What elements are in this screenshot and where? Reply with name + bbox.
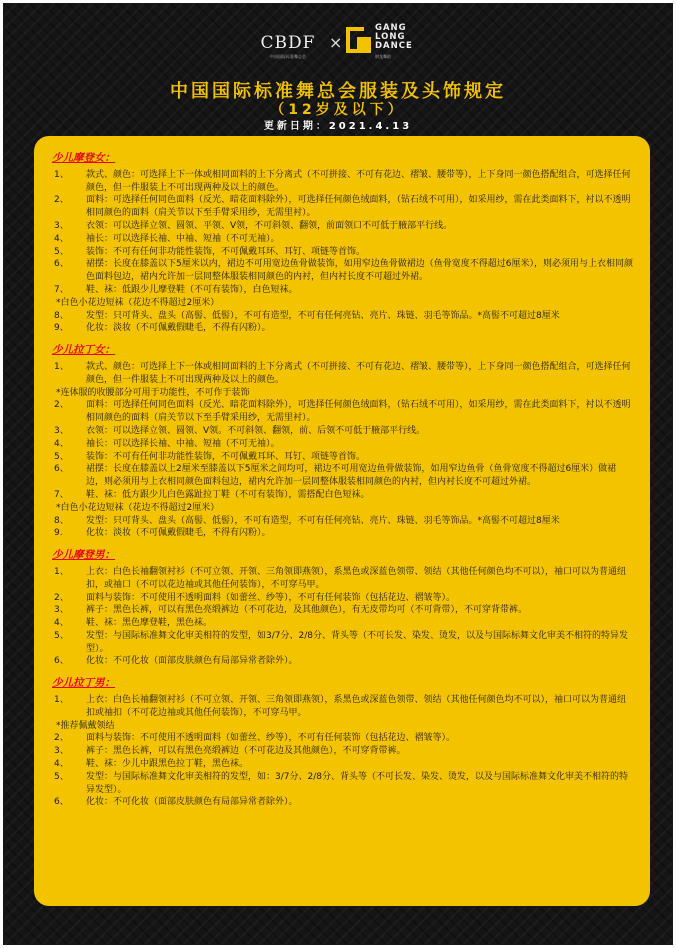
rule-text: 化妆：不可化妆（面部皮肤颜色有局部异常者除外）。 [86, 656, 298, 667]
rules-content [34, 136, 650, 809]
rule-text: 发型：与国际标准舞文化审美相符的发型，如：3/7分、2/8分、背头等（不可长发、染发、烫发，以及与国际标准舞文化审美不相符的特异发型）。 [86, 771, 628, 795]
rule-text: 款式、颜色：可选择上下一体或相同面料的上下分离式（不可拼接、不可有花边、褶皱、腰带等），上下身同一颜色搭配组合，可选择任何颜色，但一件服装上不可出现两种及以上的颜色。 [86, 169, 631, 193]
rule-number: 3、 [54, 746, 69, 757]
rule-text: 袖长：可以选择长袖、中袖、短袖（不可无袖）。 [86, 438, 280, 449]
logo-bar [3, 19, 673, 67]
rule-text: 裙摆：长度在膝盖以上2厘米至膝盖以下5厘米之间均可，裙边不可用宽边鱼骨做装饰，如用窄边鱼骨（鱼骨宽度不得超过6厘米）做裙边，则必须用与上衣相同颜色面料包边，裙内允许加一层同整体服装相同颜色的内衬，但内衬长度不可超过外裙。 [86, 464, 617, 488]
rule-text: 鞋、袜：少儿中跟黑色拉丁鞋，黑色袜。 [86, 759, 249, 770]
rule-text: 上衣：白色长袖翻领衬衫（不可立领、开领、三角领即燕领），系黑色或深蓝色领带、领结（其他任何颜色均不可以），袖口可以为普通纽扣，或袖口（不可以花边袖或其他任何装饰），不可穿马甲。 [86, 566, 627, 590]
rule-number: 8、 [54, 515, 69, 526]
rule-number: 8、 [54, 310, 69, 321]
rule-item [52, 246, 634, 259]
rule-text: 面料与装饰：不可使用不透明面料（如蕾丝、纱等），不可有任何装饰（包括花边、褶皱等）。 [86, 733, 456, 744]
rule-number: 9、 [54, 323, 69, 334]
ganglong-logo-text [375, 24, 413, 51]
rule-text: 装饰：不可有任何非功能性装饰，不可佩戴耳环、耳钉、项链等首饰。 [86, 246, 366, 257]
rule-number: 5、 [54, 771, 69, 782]
rule-item [52, 310, 634, 323]
rule-text: 袖长：可以选择长袖、中袖、短袖（不可无袖）。 [86, 233, 280, 244]
rule-text: 发型：与国际标准舞文化审美相符的发型，如3/7分、2/8分、背头等（不可长发、染发、烫发，以及与国际标舞文化审美不相符的特异发型）。 [86, 630, 628, 654]
rule-number: 2、 [54, 592, 69, 603]
rule-number: 3、 [54, 220, 69, 231]
section-title: 少儿摩登女： [52, 152, 115, 164]
rule-number: 2、 [54, 733, 69, 744]
rule-item [52, 758, 634, 771]
rule-number: 6、 [54, 259, 69, 270]
cbdf-logo-subtext: 中国国际标准舞总会 [270, 54, 306, 59]
bottom-strip [3, 919, 673, 945]
rule-number: 5、 [54, 246, 69, 257]
rule-text: 上衣：白色长袖翻领衬衫（不可立领、开领、三角领即燕领），系黑色或深蓝色领带、领结（其他任何颜色均不可以），袖口可以为普通纽扣或袖扣（不可花边袖或其他任何装饰），不可穿马甲。 [86, 695, 627, 718]
rule-item [52, 796, 634, 809]
rule-text: 发型：只可背头、盘头（高髻、低髻），不可有造型，不可有任何亮钻、亮片、珠链、羽毛等饰品。*高髻不可超过8厘米 [86, 515, 560, 526]
rule-item [52, 451, 634, 464]
rule-text: 鞋、袜：低方跟少儿白色露趾拉丁鞋（不可有装饰），需搭配白色短袜。 [86, 489, 370, 500]
rule-number: 4、 [54, 618, 69, 629]
rule-number: 1、 [54, 169, 69, 180]
rule-number: 1、 [54, 361, 69, 372]
page-title: 中国国际标准舞总会服装及头饰规定 [170, 81, 506, 102]
rule-number: 1、 [54, 566, 69, 577]
rule-text: 化妆：淡妆（不可佩戴假睫毛，不得有闪粉）。 [86, 528, 271, 539]
rule-item [52, 438, 634, 451]
rule-item [52, 489, 634, 502]
rule-item [52, 233, 634, 246]
rules-card [34, 136, 650, 906]
rule-item [52, 220, 634, 233]
rule-text: 面料：可选择任何同色面料（反光、暗花面料除外），可选择任何颜色绒面料，（钻石绒不可用），如采用纱，需在此类面料下，衬以不透明相同颜色的面料（肩关节以下至手臂采用纱，无需里衬）。 [86, 400, 631, 424]
cbdf-logo: CBDF [260, 33, 316, 53]
rule-item [52, 604, 634, 617]
rule-number: 6、 [54, 464, 69, 475]
section-title: 少儿拉丁男： [52, 677, 115, 690]
rule-text: 化妆：不可化妆（面部皮肤颜色有局部异常者除外）。 [86, 797, 298, 808]
rule-item [52, 399, 634, 425]
rule-text: 面料：可选择任何同色面料（反光、暗花面料除外），可选择任何颜色绒面料，（钻石绒不可用），如采用纱，需在此类面料下，衬以不透明相同颜色的面料（肩关节以下至手臂采用纱，无需里衬）。 [86, 195, 631, 219]
section-title: 少儿摩登男： [52, 549, 115, 562]
rule-text: 衣领：可以选择立领、圆领、V领。不可斜领、翻领，前、后领不可低于腋部平行线。 [86, 425, 426, 436]
ganglong-logo-line: GANG [375, 23, 407, 33]
rule-text: 裤子：黑色长裤，可以有黑色亮缎裤边（不可花边及其他颜色），不可穿背带裤。 [86, 746, 406, 757]
rule-item [52, 258, 634, 284]
rule-item [52, 515, 634, 528]
rule-text: 鞋、袜：黑色摩登鞋，黑色袜。 [86, 618, 213, 629]
rule-item [52, 655, 634, 668]
rule-item [52, 630, 634, 656]
rule-number: 4、 [54, 438, 69, 449]
rule-number: 3、 [54, 605, 69, 616]
rule-item [52, 745, 634, 758]
rule-text: 发型：只可背头、盘头（高髻、低髻），不可有造型，不可有任何亮钻、亮片、珠链、羽毛等饰品。*高髻不可超过8厘米 [86, 310, 560, 321]
rule-item [52, 463, 634, 489]
rule-note: *推荐佩戴领结 [56, 720, 115, 731]
rule-number: 3、 [54, 425, 69, 436]
poster-background [3, 3, 673, 945]
rule-item [52, 732, 634, 745]
rule-number: 9. [54, 528, 63, 539]
rule-text: 面料与装饰：不可使用不透明面料（如蕾丝、纱等），不可有任何装饰（包括花边、褶皱等）。 [86, 592, 456, 603]
rule-text: 化妆：淡妆（不可佩戴假睫毛，不得有闪粉）。 [86, 323, 271, 334]
rule-text: 款式、颜色：可选择上下一体或相同面料的上下分离式（不可拼接、不可有花边、褶皱、腰带等），上下身同一颜色搭配组合，可选择任何颜色，但一件服装上不可出现两种及以上的颜色。 [86, 361, 631, 385]
rule-item [52, 527, 634, 540]
update-date: 更新日期：2021.4.13 [263, 121, 413, 132]
ganglong-logo-line: DANCE [375, 41, 413, 51]
rule-number: 5、 [54, 451, 69, 462]
rule-text: 裤子：黑色长裤，可以有黑色亮缎裤边（不可花边，及其他颜色），有无皮带均可（不可背带），不可穿背带裤。 [86, 605, 528, 616]
ganglong-logo-subtext: 钢龙舞蹈 [375, 54, 391, 59]
rule-item [52, 425, 634, 438]
page-subtitle: （12岁及以下） [270, 102, 406, 118]
rule-number: 2、 [54, 195, 69, 206]
rule-item [52, 566, 634, 592]
rule-item [52, 617, 634, 630]
rule-item [52, 771, 634, 797]
rule-note: *白色小花边短袜（花边不得超过2厘米） [56, 297, 220, 308]
rule-item [52, 592, 634, 605]
logo-separator: × [329, 33, 343, 52]
rule-text: 裙摆：长度在膝盖以下5厘米以内，裙边不可用宽边鱼骨做装饰，如用窄边鱼骨做裙边（鱼骨宽度不得超过6厘米），则必须用与上衣相同颜色面料包边，裙内允许加一层同整体服装相同颜色的内衬，但内衬长度不可超过外裙。 [86, 259, 633, 283]
rule-text: 衣领：可以选择立领、圆领、平领、V领，不可斜领、翻领，前面领口不可低于腋部平行线。 [86, 220, 453, 231]
rule-item [52, 169, 634, 195]
rule-item [52, 361, 634, 387]
rule-text: 鞋、袜：低跟少儿摩登鞋（不可有装饰），白色短袜。 [86, 284, 298, 295]
section-title: 少儿拉丁女： [52, 344, 115, 357]
rule-text: 装饰：不可有任何非功能性装饰，不可佩戴耳环、耳钉、项链等首饰。 [86, 451, 366, 462]
rule-item [52, 284, 634, 297]
rule-number: 1、 [54, 695, 69, 706]
rule-number: 4、 [54, 759, 69, 770]
rule-note: *白色小花边短袜（花边不得超过2厘米） [56, 502, 220, 513]
ganglong-logo-line: LONG [375, 32, 406, 42]
rule-number: 6、 [54, 656, 69, 667]
rule-number: 7、 [54, 284, 69, 295]
ganglong-logo-icon-block [357, 37, 371, 53]
rule-number: 7、 [54, 489, 69, 500]
rule-item [52, 694, 634, 720]
rule-number: 2、 [54, 400, 69, 411]
rule-note: *连体服的收腰部分可用于功能性，不可作于装饰 [56, 387, 250, 398]
rule-number: 4、 [54, 233, 69, 244]
rule-item [52, 322, 634, 335]
rule-number: 5、 [54, 630, 69, 641]
rule-number: 6、 [54, 797, 69, 808]
rule-item [52, 194, 634, 220]
